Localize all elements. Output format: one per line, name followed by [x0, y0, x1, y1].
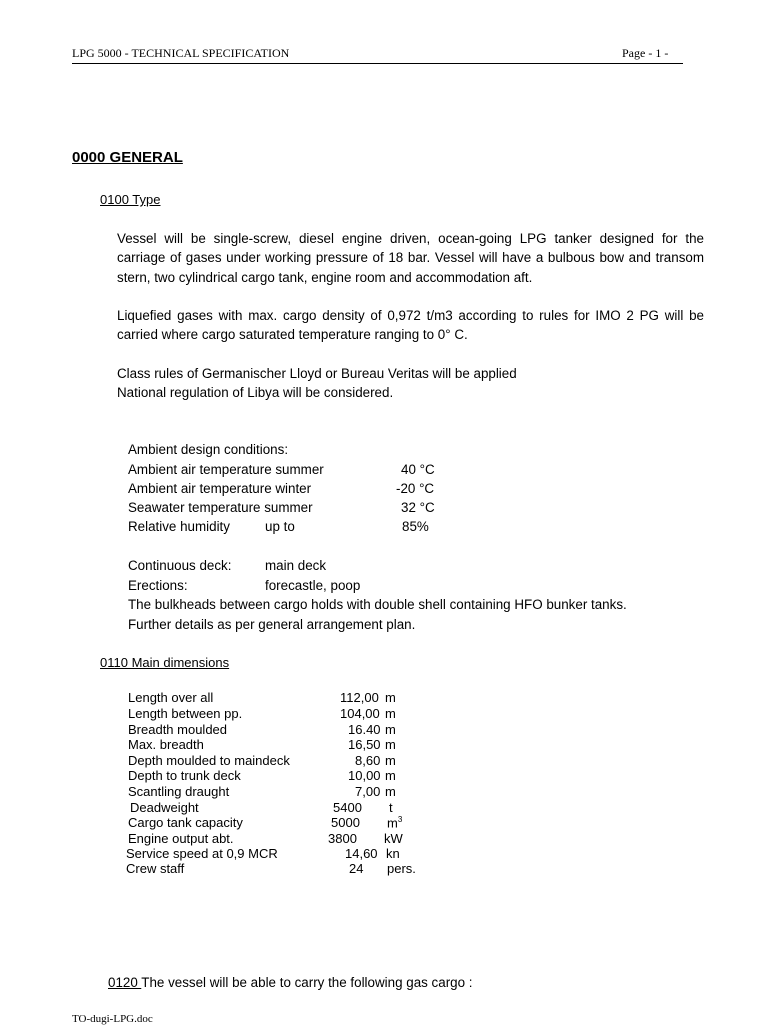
dimension-value: 8,60 [355, 753, 381, 768]
dimension-value: 7,00 [355, 784, 381, 799]
dimension-label: Depth to trunk deck [128, 768, 241, 783]
dimension-unit: m [385, 737, 396, 752]
unit-superscript: 3 [397, 815, 403, 824]
cargo-line [108, 975, 473, 990]
dimension-unit: m [385, 690, 396, 705]
class-rules-line: Class rules of Germanischer Lloyd or Bureau Veritas will be applied [117, 366, 517, 381]
footer-filename: TO-dugi-LPG.doc [72, 1013, 153, 1025]
cargo-section-number: 0120 [108, 975, 142, 990]
dimension-label: Engine output abt. [128, 831, 234, 846]
dimension-unit: pers. [387, 861, 416, 876]
page-number: Page - 1 - [622, 46, 669, 60]
dimension-value: 5000 [331, 815, 360, 830]
dimension-value: 104,00 [340, 706, 380, 721]
ambient-row-label: Ambient air temperature winter [128, 481, 312, 496]
type-paragraph-2: Liquefied gases with max. cargo density of 0,972 t/m3 according to rules for IMO 2 PG will be carried where cargo saturated temperature ranging to 0° C. [117, 308, 704, 343]
dimension-value: 24 [349, 861, 364, 876]
dimension-unit: m [385, 706, 396, 721]
bulkheads-line: The bulkheads between cargo holds with double shell containing HFO bunker tanks. [128, 597, 627, 612]
dimensions-heading: 0110 Main dimensions [100, 655, 230, 670]
ambient-heading: Ambient design conditions: [128, 442, 289, 457]
dimension-unit: m [385, 722, 396, 737]
further-details-line: Further details as per general arrangement plan. [128, 617, 416, 632]
dimension-label: Breadth moulded [128, 722, 228, 737]
document-title: LPG 5000 - TECHNICAL SPECIFICATION [72, 46, 290, 60]
dimension-unit: m [385, 753, 396, 768]
continuous-deck-label: Continuous deck: [128, 558, 232, 573]
dimension-label: Max. breadth [128, 737, 204, 752]
dimension-label: Service speed at 0,9 MCR [126, 846, 278, 861]
national-regulation-line: National regulation of Libya will be considered. [117, 385, 394, 400]
ambient-row-label: Ambient air temperature summer [128, 462, 324, 477]
dimension-value: 10,00 [348, 768, 381, 783]
dimension-value: 3800 [328, 831, 357, 846]
dimension-label: Cargo tank capacity [128, 815, 243, 830]
type-heading: 0100 Type [100, 192, 161, 207]
ambient-row-value: 85% [402, 519, 429, 534]
dimension-label: Crew staff [126, 861, 185, 876]
dimension-unit: t [389, 800, 393, 815]
dimension-unit: $m^3$ [387, 815, 403, 831]
dimension-label: Depth moulded to maindeck [128, 753, 290, 768]
erections-value: forecastle, poop [265, 578, 361, 593]
dimension-value: 112,00 [340, 690, 379, 705]
dimension-label: Length between pp. [128, 706, 243, 721]
dimension-value: 16.40 [348, 722, 381, 737]
header-rule [72, 63, 683, 64]
dimension-value: 14,60 [345, 846, 378, 861]
dimension-unit: m [385, 784, 396, 799]
erections-label: Erections: [128, 578, 188, 593]
dimension-unit: m [385, 768, 396, 783]
ambient-row-value: -20 °C [396, 481, 435, 496]
cargo-text: The vessel will be able to carry the following gas cargo : [141, 975, 473, 990]
dimension-value: 5400 [333, 800, 362, 815]
dimension-label: Length over all [128, 690, 214, 705]
ambient-row-label: Relative humidity [128, 519, 230, 534]
ambient-row-value: 32 °C [401, 500, 435, 515]
ambient-row-value: 40 °C [401, 462, 435, 477]
dimension-value: 16,50 [348, 737, 381, 752]
continuous-deck-value: main deck [265, 558, 327, 573]
dimension-label: Scantling draught [128, 784, 230, 799]
dimension-unit: kn [386, 846, 400, 861]
ambient-row-qualifier: up to [265, 519, 295, 534]
type-paragraph-1: Vessel will be single-screw, diesel engine driven, ocean-going LPG tanker designed for the carriage of gases under working pressure of 18 bar. Vessel will have a bulbous bow and transom stern, two cylindrical cargo tank, engine room and accommodation aft. [117, 231, 704, 285]
dimension-label: Deadweight [130, 800, 199, 815]
section-title: 0000 GENERAL [72, 149, 183, 166]
ambient-row-label: Seawater temperature summer [128, 500, 313, 515]
dimension-unit: kW [384, 831, 403, 846]
